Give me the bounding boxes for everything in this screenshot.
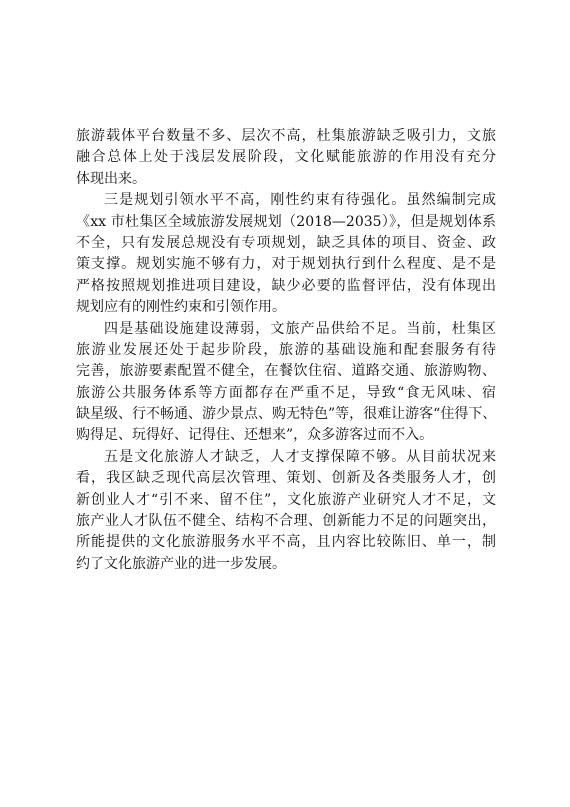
text-line: 购得足、玩得好、记得住、还想来”，众多游客过而不入。	[76, 427, 434, 444]
text-line: 规划应有的刚性约束和引领作用。	[76, 299, 286, 316]
text-line: 融合总体上处于浅层发展阶段，文化赋能旅游的作用没有充分	[76, 149, 496, 166]
paragraph-talent	[76, 447, 496, 575]
text-line: 旅游业发展还处于起步阶段，旅游的基础设施和配套服务有待	[76, 341, 496, 358]
text-line: 四是基础设施建设薄弱，文旅产品供给不足。当前，杜集区	[104, 320, 496, 337]
paragraph-infrastructure	[76, 319, 496, 447]
text-line: 五是文化旅游人才缺乏，人才支撑保障不够。从目前状况来	[104, 448, 496, 465]
text-line: 三是规划引领水平不高，刚性约束有待强化。虽然编制完成	[104, 192, 496, 209]
text-line: 体现出来。	[76, 170, 146, 187]
text-line: 看，我区缺乏现代高层次管理、策划、创新及各类服务人才，创	[76, 470, 496, 487]
text-line: 策支撑。规划实施不够有力，对于规划执行到什么程度、是不是	[76, 256, 496, 273]
text-line: 旅产业人才队伍不健全、结构不合理、创新能力不足的问题突出，	[76, 513, 496, 530]
text-line: 不全，只有发展总规没有专项规划，缺乏具体的项目、资金、政	[76, 234, 496, 251]
text-line: 《xx 市杜集区全域旅游发展规划（2018—2035）》，但是规划体系	[76, 213, 496, 230]
text-line: 严格按照规划推进项目建设，缺少必要的监督评估，没有体现出	[76, 277, 496, 294]
text-line: 旅游公共服务体系等方面都存在严重不足，导致“食无风味、宿	[76, 384, 496, 401]
text-line: 新创业人才“引不来、留不住”，文化旅游产业研究人才不足，文	[76, 491, 496, 508]
paragraph-planning	[76, 190, 496, 318]
text-line: 约了文化旅游产业的进一步发展。	[76, 555, 286, 572]
paragraph-platform	[76, 126, 496, 190]
text-line: 完善，旅游要素配置不健全，在餐饮住宿、道路交通、旅游购物、	[76, 363, 496, 380]
text-line: 所能提供的文化旅游服务水平不高，且内容比较陈旧、单一，制	[76, 534, 496, 551]
document-body	[76, 126, 496, 575]
text-line: 缺星级、行不畅通、游少景点、购无特色”等，很难让游客“住得下、	[76, 406, 497, 423]
text-line: 旅游载体平台数量不多、层次不高，杜集旅游缺乏吸引力，文旅	[76, 128, 496, 144]
